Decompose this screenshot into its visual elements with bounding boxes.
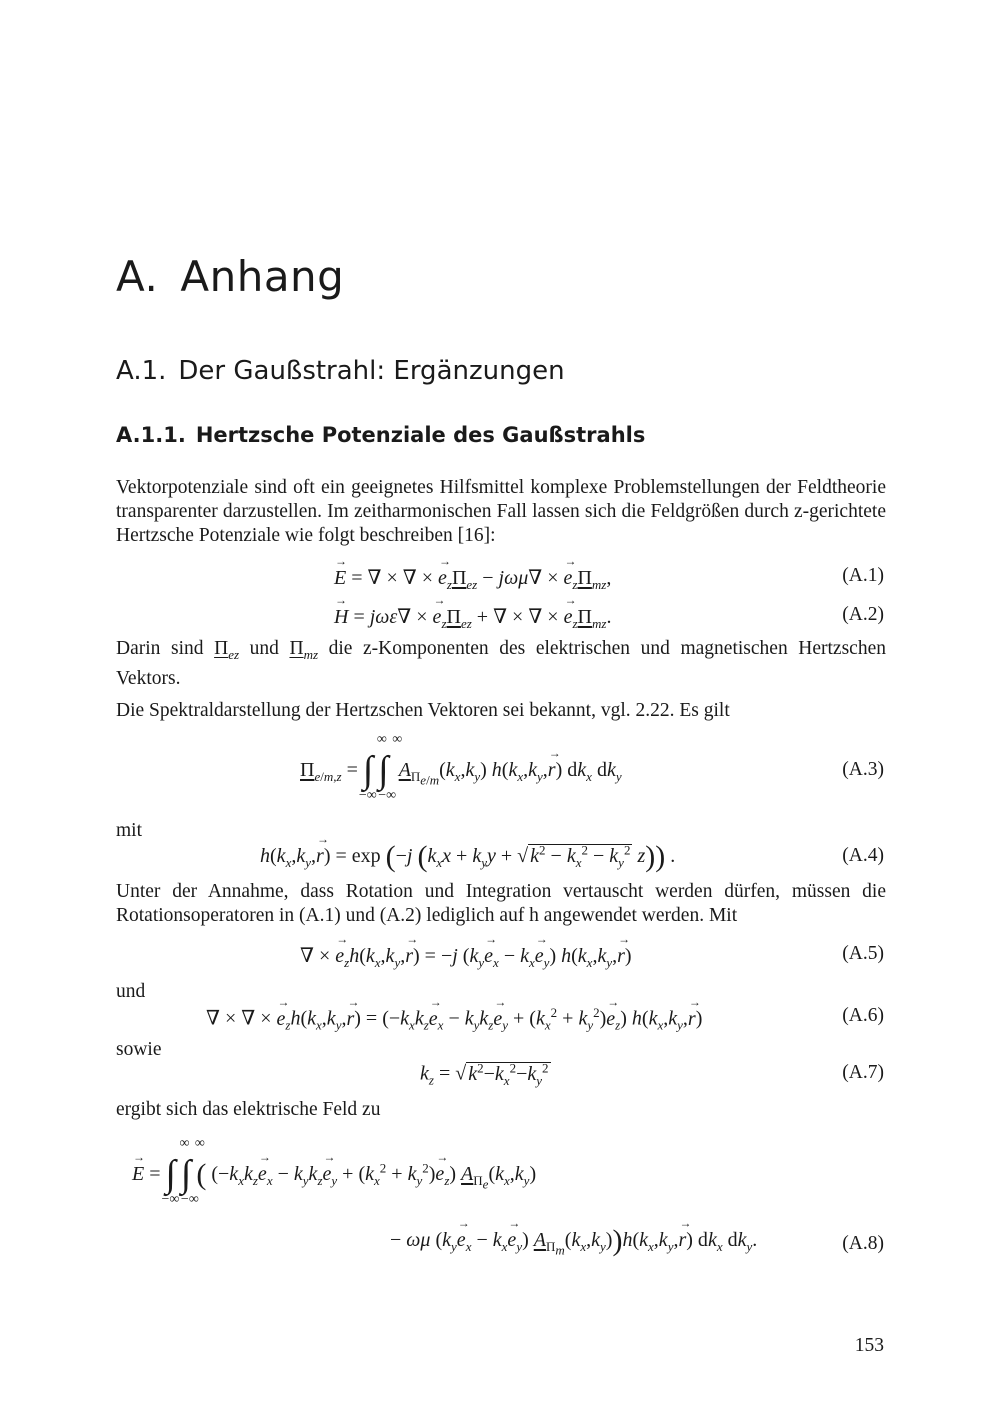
subsection-title bbox=[116, 423, 645, 447]
subsection-number: A.1.1. bbox=[116, 423, 186, 447]
darin-text-3: die z-Komponenten des elektrischen und magnetischen Hertzschen Vektors. bbox=[116, 638, 886, 689]
equation-number-a3: (A.3) bbox=[842, 759, 884, 780]
equation-number-a4: (A.4) bbox=[842, 845, 884, 866]
equation-a8-line2: − ωμ $(k_y\to e_x - k_x\to e_y)$ $A_{\Pi_m}(k_x,k_y))h(k_x,k_y,\to r)$ $dk_x$ $dk_y$. bbox=[390, 1220, 757, 1259]
equation-number-a8: (A.8) bbox=[842, 1233, 884, 1254]
section-title bbox=[116, 356, 565, 386]
equation-a1: → E = ∇ × ∇ × → $e_z\Pi_{ez} - j\omega\mu\nabla$ × → $e_z\Pi_{mz}$, bbox=[334, 565, 611, 593]
chapter-number: A. bbox=[116, 252, 159, 301]
section-title-text: Der Gaußstrahl: Ergänzungen bbox=[178, 356, 565, 386]
mit-text: mit bbox=[116, 820, 143, 841]
ergibt-text: ergibt sich das elektrische Feld zu bbox=[116, 1099, 381, 1120]
darin-text-2: und bbox=[249, 638, 279, 659]
darin-paragraph: Darin sind $\Pi_{ez}$ und $\Pi_{mz}$ die z-Komponenten des elektrischen und magnetischen Hertzschen Vektors. bbox=[116, 638, 886, 689]
section-number: A.1. bbox=[116, 356, 167, 386]
equation-a5: ∇ × → $e_zh(k_x,k_y,\to r) = -j$ $(k_y\to e_x - k_x\to e_y)$ $h(k_x,k_y,\to r)$ bbox=[300, 943, 632, 971]
darin-text-1: Darin sind bbox=[116, 638, 204, 659]
chapter-title bbox=[116, 252, 344, 301]
und-text: und bbox=[116, 981, 146, 1002]
chapter-title-text: Anhang bbox=[180, 252, 345, 301]
equation-a3: $\Pi_{e/m,z}$ = ∞ ∫ −∞ ∞ ∫ −∞ $A_{\Pi_{e/m}}(k_x,k_y)$ $h(k_x,k_y,\to r)$ $dk_x$ $dk_y$ bbox=[300, 742, 622, 789]
equation-a2: → H = jωε∇ × → $e_z\Pi_{ez}$ + ∇ × ∇ × → $e_z\Pi_{mz}$. bbox=[334, 604, 611, 632]
equation-number-a2: (A.2) bbox=[842, 604, 884, 625]
equation-a7: $k_z$ = √ $k^2-k_x^2-k_y^2$ bbox=[420, 1060, 549, 1088]
page-number: 153 bbox=[854, 1335, 884, 1356]
equation-number-a1: (A.1) bbox=[842, 565, 884, 586]
equation-number-a7: (A.7) bbox=[842, 1062, 884, 1083]
intro-paragraph: Vektorpotenziale sind oft ein geeignetes Hilfsmittel komplexe Problemstellungen der Feldtheorie transparenter darzustellen. Im zeitharmonischen Fall lassen sich die Feldgrößen durch z-gerichtete Hertzsche Potenziale wie folgt beschreiben [16]: bbox=[116, 477, 886, 546]
spektral-paragraph: Die Spektraldarstellung der Hertzschen Vektoren sei bekannt, vgl. 2.22. Es gilt bbox=[116, 700, 730, 721]
equation-a8-line1: → E = ∞ ∫ −∞ ∞ ∫ −∞ ( $(-k_xk_z\to e_x - k_yk_z\to e_y + (k_x^2 + k_y^2)\to e_z)$ $A_{\Pi_e}(k_x,k_y)$ bbox=[132, 1146, 536, 1193]
equation-number-a6: (A.6) bbox=[842, 1005, 884, 1026]
sowie-text: sowie bbox=[116, 1039, 162, 1060]
annahme-paragraph: Unter der Annahme, dass Rotation und Integration vertauscht werden dürfen, müssen die Rotationsoperatoren in (A.1) und (A.2) lediglich auf h angewendet werden. Mit bbox=[116, 881, 886, 926]
equation-number-a5: (A.5) bbox=[842, 943, 884, 964]
equation-a6: ∇ × ∇ × → $e_zh(k_x,k_y,\to r) = (-k_xk_z\to e_x - k_yk_z\to e_y + (k_x^2 + k_y^2)\to e_z)$ $h(k_x,k_y,\to r)$ bbox=[206, 1005, 702, 1034]
subsection-title-text: Hertzsche Potenziale des Gaußstrahls bbox=[195, 423, 646, 447]
equation-a4: $h(k_x,k_y,\to r) = \exp (-j$ ($k_xx + k_yy$ + √ $k^2 - k_x^2 - k_y^2$ z)) . bbox=[260, 836, 675, 871]
